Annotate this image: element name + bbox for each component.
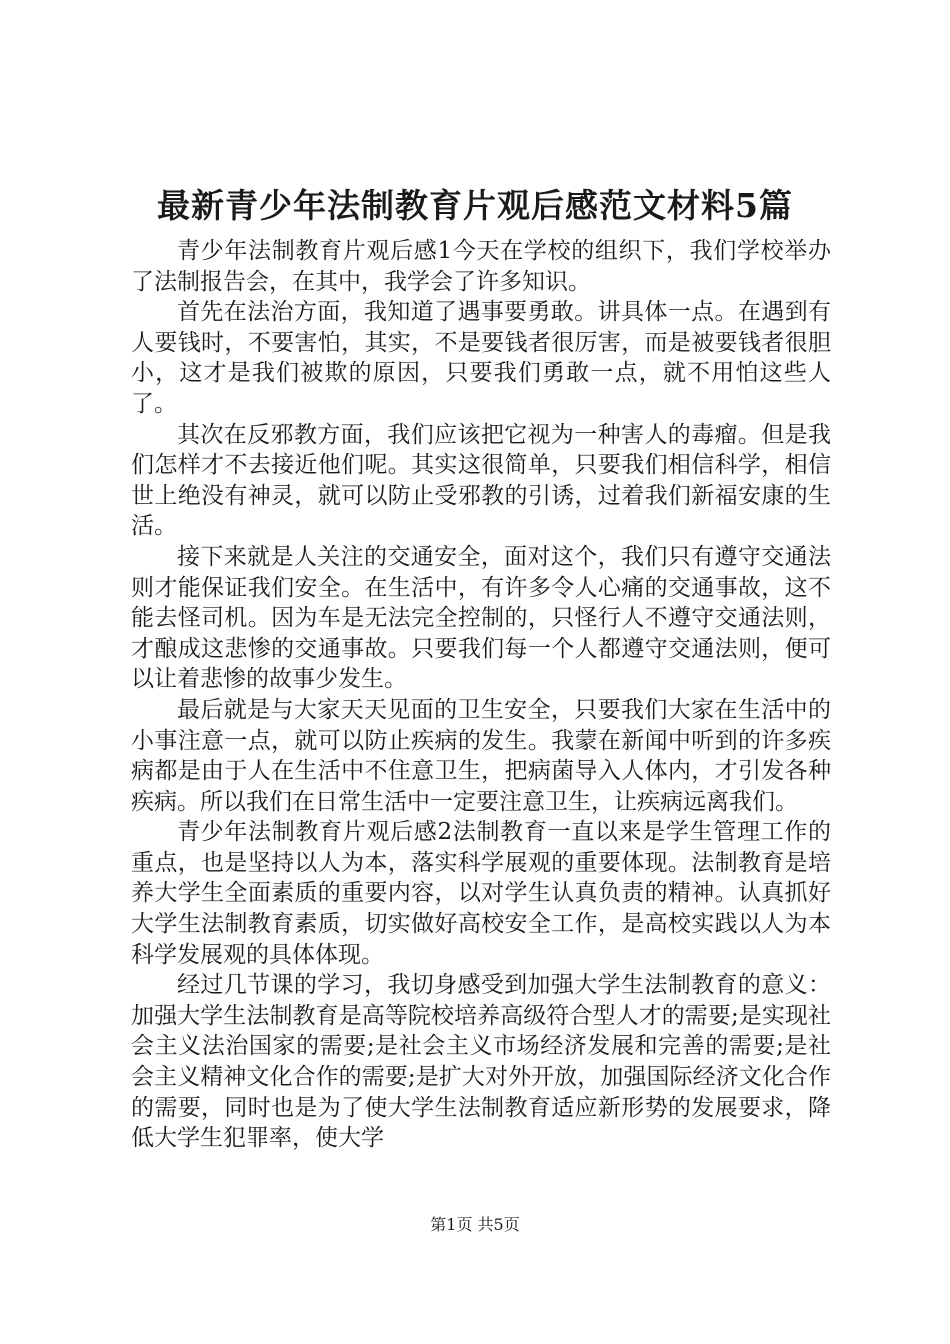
paragraph: 其次在反邪教方面，我们应该把它视为一种害人的毒瘤。但是我们怎样才不去接近他们呢。其实这很简单，只要我们相信科学，相信世上绝没有神灵，就可以防止受邪教的引诱，过着我们新福安康的生活。	[131, 421, 831, 540]
document-body	[131, 236, 831, 1154]
document-title: 最新青少年法制教育片观后感范文材料5篇	[157, 186, 793, 225]
page-number-footer: 第1页 共5页	[430, 1215, 520, 1234]
paragraph: 首先在法治方面，我知道了遇事要勇敢。讲具体一点。在遇到有人要钱时，不要害怕，其实，不是要钱者很厉害，而是被要钱者很胆小，这才是我们被欺的原因，只要我们勇敢一点，就不用怕这些人了。	[131, 299, 831, 417]
paragraph: 最后就是与大家天天见面的卫生安全，只要我们大家在生活中的小事注意一点，就可以防止疾病的发生。我蒙在新闻中听到的许多疾病都是由于人在生活中不住意卫生，把病菌导入人体内，才引发各种疾病。所以我们在日常生活中一定要注意卫生，让疾病远离我们。	[131, 696, 831, 815]
paragraph: 青少年法制教育片观后感1今天在学校的组织下，我们学校举办了法制报告会，在其中，我学会了许多知识。	[131, 238, 831, 295]
paragraph: 接下来就是人关注的交通安全，面对这个，我们只有遵守交通法则才能保证我们安全。在生活中，有许多令人心痛的交通事故，这不能去怪司机。因为车是无法完全控制的，只怪行人不遵守交通法则，才酿成这悲惨的交通事故。只要我们每一个人都遵守交通法则，便可以让着悲惨的故事少发生。	[131, 543, 831, 693]
paragraph: 经过几节课的学习，我切身感受到加强大学生法制教育的意义：加强大学生法制教育是高等院校培养高级符合型人才的需要;是实现社会主义法治国家的需要;是社会主义市场经济发展和完善的需要;是社会主义精神文化合作的需要;是扩大对外开放，加强国际经济文化合作的需要，同时也是为了使大学生法制教育适应新形势的发展要求，降低大学生犯罪率，使大学	[131, 972, 831, 1152]
paragraph: 青少年法制教育片观后感2法制教育一直以来是学生管理工作的重点，也是坚持以人为本，落实科学展观的重要体现。法制教育是培养大学生全面素质的重要内容，以对学生认真负责的精神。认真抓好大学生法制教育素质，切实做好高校安全工作，是高校实践以人为本科学发展观的具体体现。	[131, 819, 831, 968]
